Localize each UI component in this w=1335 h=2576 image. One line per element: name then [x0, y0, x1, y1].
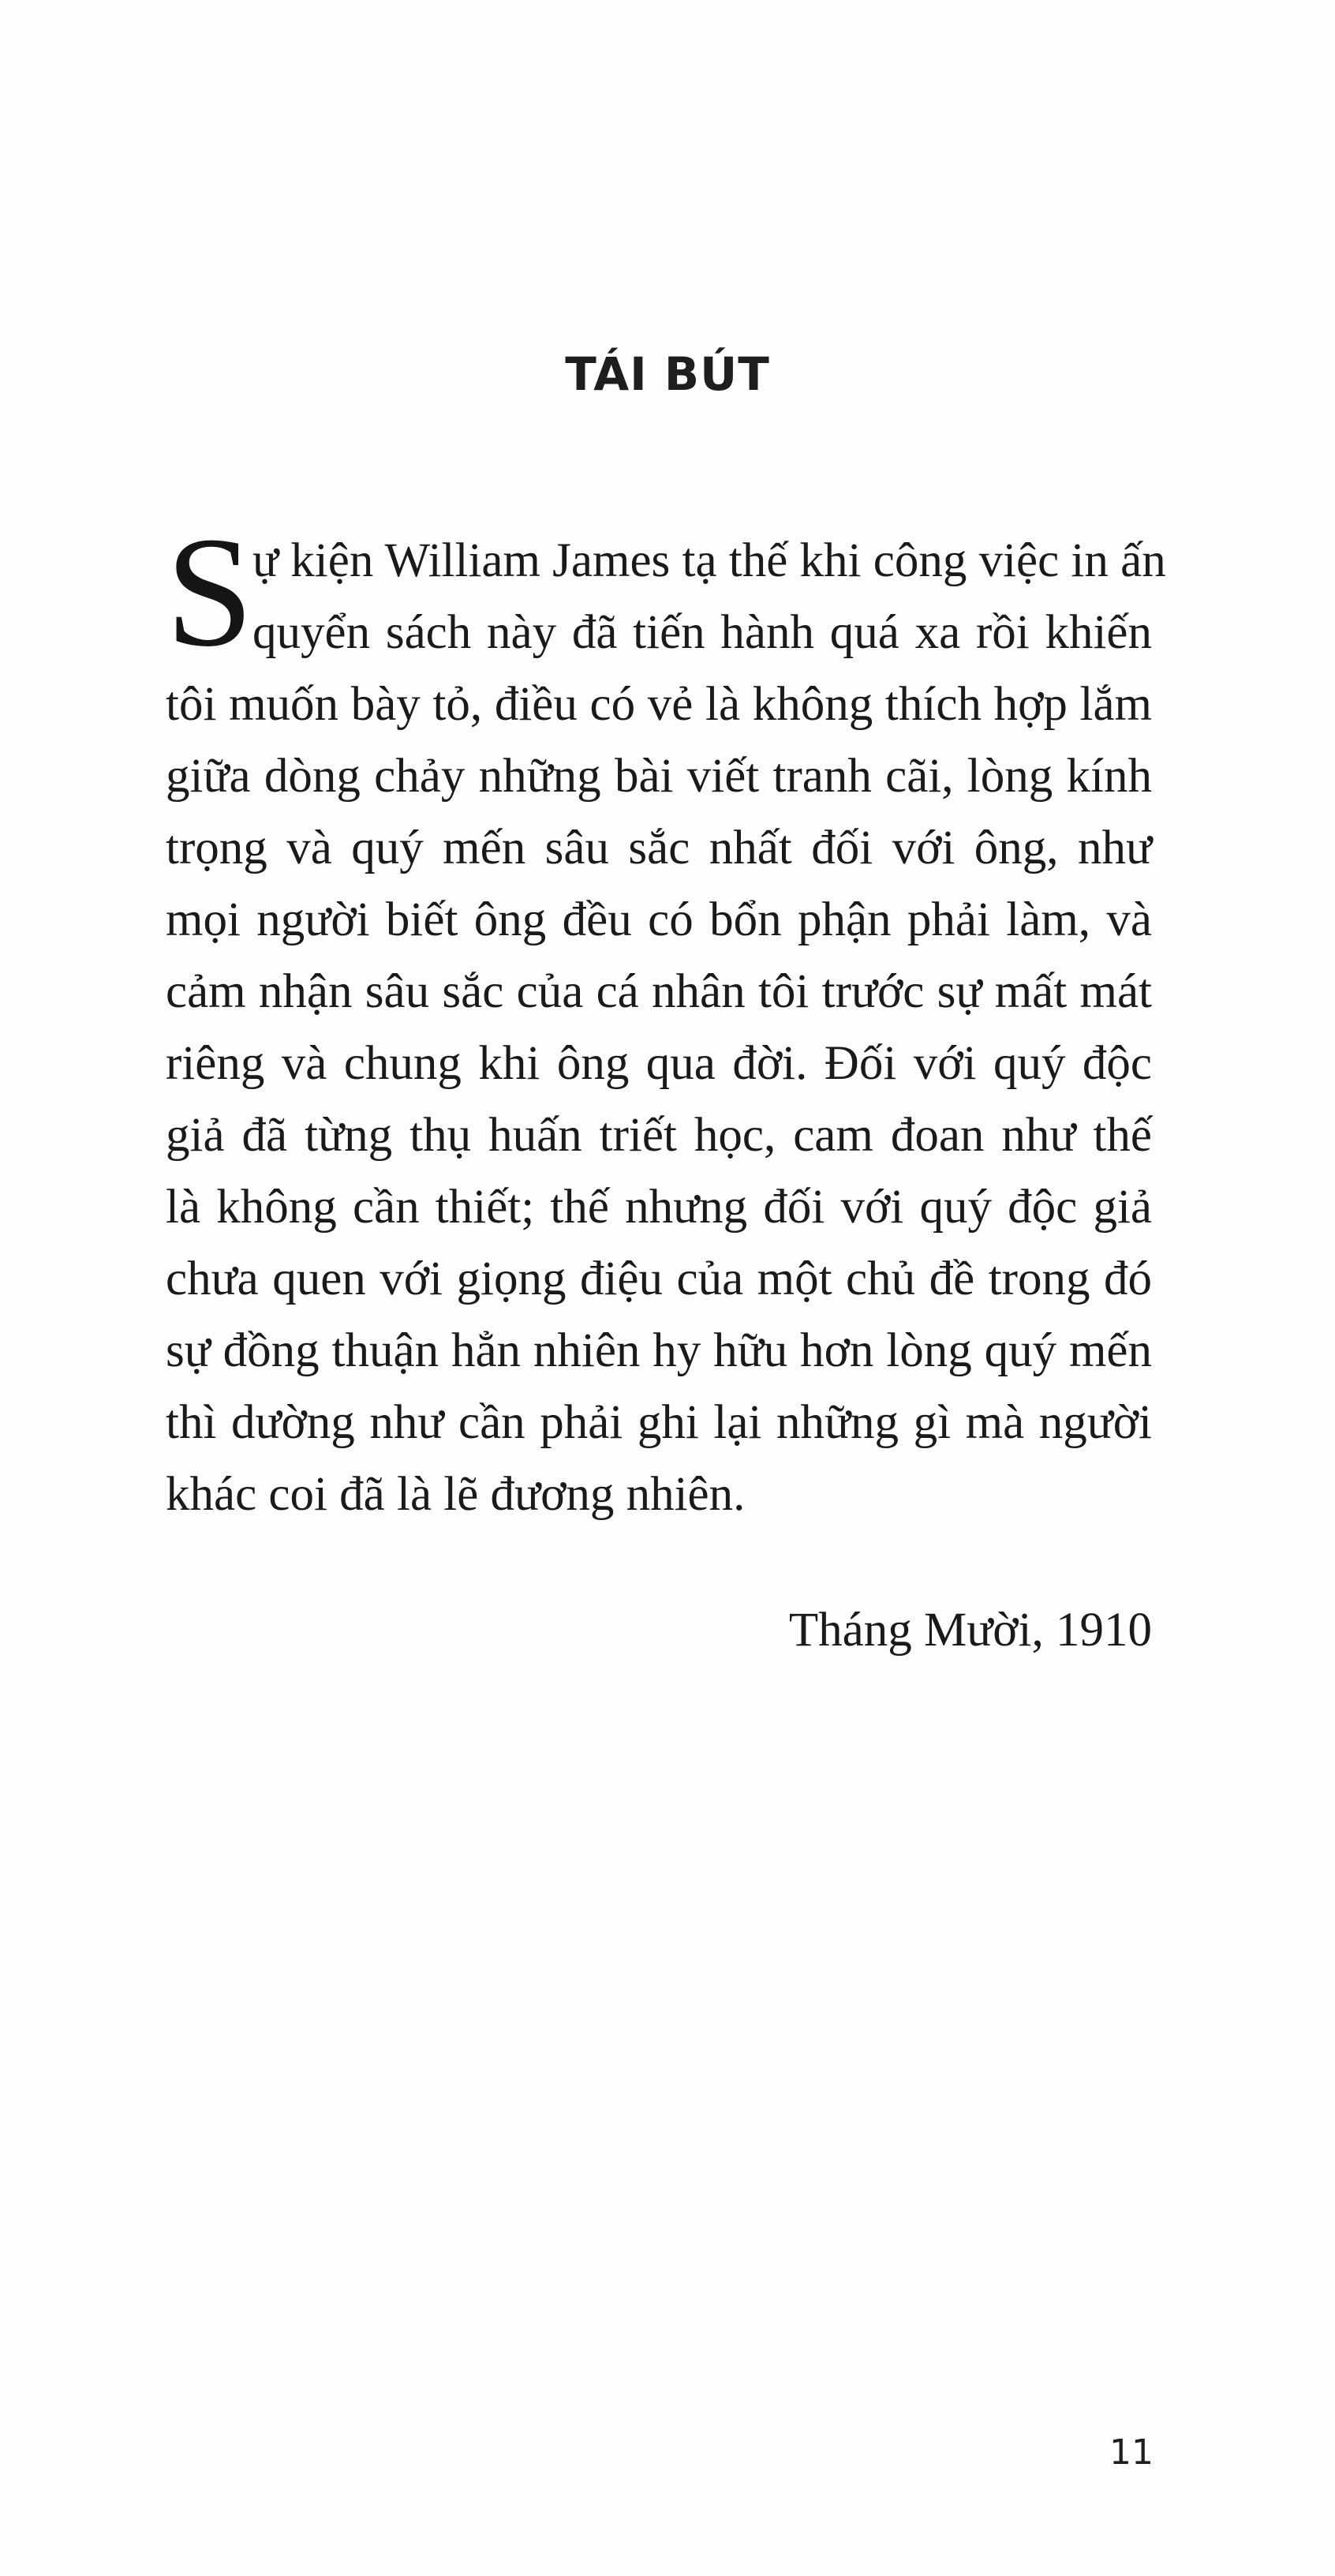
paragraph-line: ự kiện William James tạ thế khi công việc in ấn: [252, 534, 1166, 587]
paragraph-line: chưa quen với giọng điệu của một chủ đề trong đó: [166, 1252, 1152, 1305]
paragraph-line: riêng và chung khi ông qua đời. Đối với quý độc: [166, 1037, 1152, 1090]
postscript-paragraph: [166, 505, 1166, 1530]
page-title: TÁI BÚT: [565, 347, 770, 401]
paragraph-line: mọi người biết ông đều có bổn phận phải làm, và: [166, 893, 1152, 946]
paragraph-line: là không cần thiết; thế nhưng đối với quý độc giả: [166, 1181, 1152, 1234]
date-signature: Tháng Mười, 1910: [788, 1604, 1152, 1657]
paragraph-line: cảm nhận sâu sắc của cá nhân tôi trước sự mất mát: [166, 965, 1152, 1018]
paragraph-line: giữa dòng chảy những bài viết tranh cãi, lòng kính: [166, 750, 1152, 803]
paragraph-line: trọng và quý mến sâu sắc nhất đối với ông, như: [166, 822, 1152, 874]
paragraph-line: tôi muốn bày tỏ, điều có vẻ là không thích hợp lắm: [166, 678, 1152, 731]
drop-cap: S: [166, 505, 254, 680]
paragraph-line: khác coi đã là lẽ đương nhiên.: [166, 1468, 746, 1521]
paragraph-line: sự đồng thuận hẳn nhiên hy hữu hơn lòng quý mến: [166, 1324, 1152, 1377]
paragraph-line: thì dường như cần phải ghi lại những gì mà người: [166, 1396, 1152, 1449]
paragraph-line: quyển sách này đã tiến hành quá xa rồi khiến: [252, 606, 1152, 659]
page-number: 11: [1109, 2432, 1154, 2473]
paragraph-line: giả đã từng thụ huấn triết học, cam đoan như thế: [166, 1109, 1152, 1162]
